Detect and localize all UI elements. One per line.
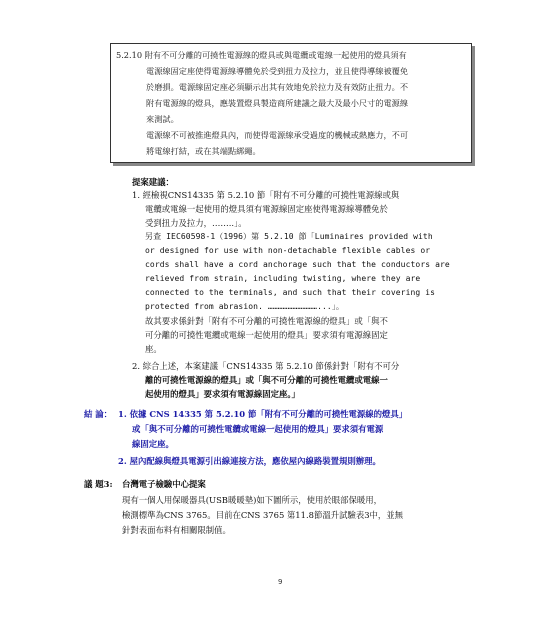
quote-line: 5.2.10 附有不可分離的可撓性電源線的燈具或與電纜或電線一起使用的燈具須有 [116,50,407,60]
proposal-item1-line: 可分離的可撓性電纜或電線一起使用的燈具」要求須有電源線固定 [145,330,388,340]
proposal-item1-line: relieved from strain, including twisting, where they are [145,274,421,283]
proposal-item1-line: 座。 [145,344,162,354]
conclusion-line: 2. 屋內配線與燈具電源引出線連接方法，應依屋內線路裝置規則辦理。 [118,456,381,466]
topic3-label: 議 題3: [84,479,113,489]
proposal-item1-line: cords shall have a cord anchorage such that the conductors are [145,260,450,269]
topic3-line: 現有一個人用保暖器具(USB暖暖墊)如下圖所示，使用於眼部保暖用， [122,495,382,505]
conclusion-line: 或「與不可分離的可撓性電纜或電線一起使用的燈具」要求須有電源 [132,424,384,434]
proposal-item2-line: 離的可撓性電源線的燈具」或「與不可分離的可撓性電纜或電線一 [145,375,388,385]
conclusion-line: 線固定座。 [132,439,174,449]
proposal-item1-line: 1. 經檢視CNS14335 第 5.2.10 節「附有不可分離的可撓性電源線或與 [132,190,400,200]
quote-line: 附有電源線的燈具，應裝置燈具製造商所建議之最大及最小尺寸的電源線 [146,98,409,108]
proposal-item1-line: 另查 IEC60598-1（1996）第 5.2.10 節「Luminaires provided with [145,232,433,241]
quote-line: 電源線不可被推進燈具內，而使得電源線承受過度的機械或熱應力，不可 [146,130,409,140]
topic3-title: 台灣電子檢驗中心提案 [122,479,206,489]
topic3-line: 針對表面布料有相關限制值。 [122,525,231,535]
proposal-item2-line: 起使用的燈具」要求須有電源線固定座。」 [145,389,300,399]
proposal-item1-line: 故其要求係針對「附有不可分離的可撓性電源線的燈具」或「與不 [145,316,388,326]
quote-line: 於磨損。電源線固定座必須顯示出其有效地免於拉力及有效防止扭力。不 [146,82,409,92]
page-number: 9 [278,578,283,586]
topic3-line: 檢測標準為CNS 3765。目前在CNS 3765 第11.8節溫升試驗表3中，並無 [122,510,404,520]
proposal-item1-line: or designed for use with non-detachable flexible cables or [145,246,431,255]
proposal-item1-line: 受到扭力及拉力，……..」。 [145,218,247,228]
quote-line: 將電線打結，或在其端點綁繩。 [146,146,261,156]
proposal-item1-line: connected to the terminals, and such that their covering is [145,288,436,297]
proposal-item2-line: 2. 綜合上述，本案建議「CNS14335 第 5.2.10 節係針對「附有不可分 [132,361,400,371]
conclusion-label: 結 論： [84,409,113,419]
proposal-item1-line: protected from abrasion. …………………………...」。 [145,302,345,311]
conclusion-line: 1. 依據 CNS 14335 第 5.2.10 節「附有不可分離的可撓性電源線的燈具」 [118,409,408,419]
quote-line: 來測試。 [146,114,179,124]
proposal-heading: 提案建議： [132,177,174,187]
proposal-item1-line: 電纜或電線一起使用的燈具須有電源線固定座使得電源線導體免於 [145,204,388,214]
quote-line: 電源線固定座使得電源線導體免於受到扭力及拉力，並且使得導線被覆免 [146,66,409,76]
